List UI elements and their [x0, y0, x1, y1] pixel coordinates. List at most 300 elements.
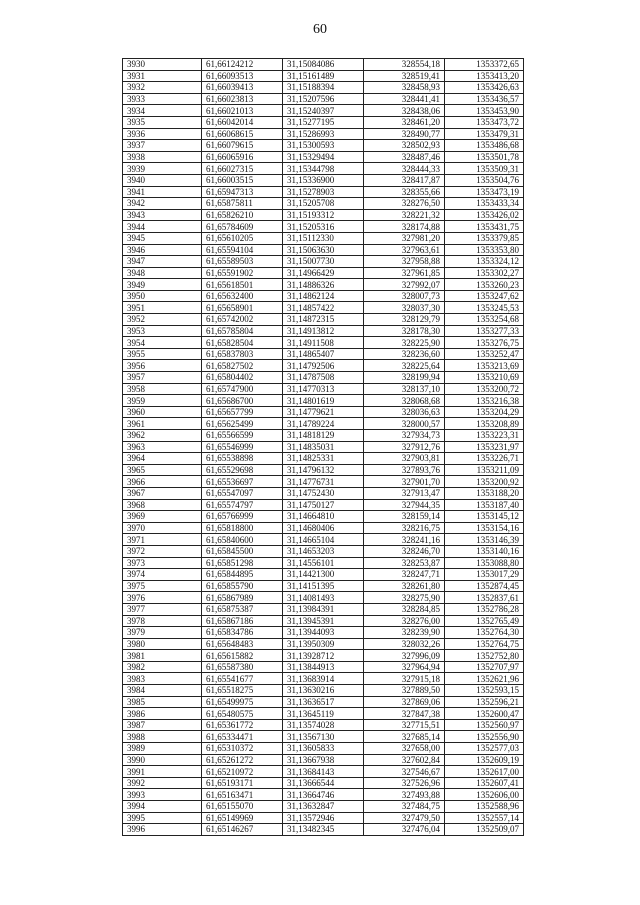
longitude-cell: 31,15278903	[283, 186, 364, 198]
latitude-cell: 61,65867186	[202, 615, 283, 627]
table-row	[123, 592, 524, 604]
longitude-cell: 31,13645119	[283, 708, 364, 720]
point-number-cell: 3968	[123, 499, 202, 511]
latitude-cell: 61,65632400	[202, 290, 283, 302]
y-coordinate-cell: 1353379,85	[445, 232, 524, 244]
point-number-cell: 3938	[123, 151, 202, 163]
longitude-cell: 31,15207596	[283, 93, 364, 105]
latitude-cell: 61,65193171	[202, 777, 283, 789]
latitude-cell: 61,65837803	[202, 348, 283, 360]
longitude-cell: 31,14770313	[283, 383, 364, 395]
x-coordinate-cell: 327912,76	[364, 441, 445, 453]
point-number-cell: 3939	[123, 163, 202, 175]
table-row	[123, 638, 524, 650]
x-coordinate-cell: 327944,35	[364, 499, 445, 511]
x-coordinate-cell: 327903,81	[364, 453, 445, 465]
table-row	[123, 267, 524, 279]
table-row	[123, 325, 524, 337]
table-row	[123, 360, 524, 372]
point-number-cell: 3984	[123, 685, 202, 697]
x-coordinate-cell: 327893,76	[364, 464, 445, 476]
y-coordinate-cell: 1352707,97	[445, 661, 524, 673]
latitude-cell: 61,65594104	[202, 244, 283, 256]
point-number-cell: 3966	[123, 476, 202, 488]
table-row	[123, 163, 524, 175]
longitude-cell: 31,14151395	[283, 580, 364, 592]
table-row	[123, 198, 524, 210]
x-coordinate-cell: 328490,77	[364, 128, 445, 140]
latitude-cell: 61,65947313	[202, 186, 283, 198]
longitude-cell: 31,14865407	[283, 348, 364, 360]
latitude-cell: 61,65875811	[202, 198, 283, 210]
x-coordinate-cell: 327901,70	[364, 476, 445, 488]
x-coordinate-cell: 328246,70	[364, 545, 445, 557]
longitude-cell: 31,13944093	[283, 627, 364, 639]
table-row	[123, 279, 524, 291]
longitude-cell: 31,15084086	[283, 59, 364, 71]
table-row	[123, 719, 524, 731]
y-coordinate-cell: 1353302,27	[445, 267, 524, 279]
x-coordinate-cell: 327869,06	[364, 696, 445, 708]
page-number: 60	[313, 22, 327, 37]
latitude-cell: 61,65855790	[202, 580, 283, 592]
point-number-cell: 3949	[123, 279, 202, 291]
y-coordinate-cell: 1352837,61	[445, 592, 524, 604]
latitude-cell: 61,65658901	[202, 302, 283, 314]
x-coordinate-cell: 327493,88	[364, 789, 445, 801]
point-number-cell: 3960	[123, 406, 202, 418]
point-number-cell: 3990	[123, 754, 202, 766]
longitude-cell: 31,13666544	[283, 777, 364, 789]
table-row	[123, 348, 524, 360]
latitude-cell: 61,66079615	[202, 140, 283, 152]
point-number-cell: 3934	[123, 105, 202, 117]
x-coordinate-cell: 327981,20	[364, 232, 445, 244]
y-coordinate-cell: 1353252,47	[445, 348, 524, 360]
point-number-cell: 3956	[123, 360, 202, 372]
x-coordinate-cell: 327964,94	[364, 661, 445, 673]
point-number-cell: 3965	[123, 464, 202, 476]
table-row	[123, 673, 524, 685]
latitude-cell: 61,65686700	[202, 395, 283, 407]
longitude-cell: 31,14556101	[283, 557, 364, 569]
x-coordinate-cell: 328355,66	[364, 186, 445, 198]
x-coordinate-cell: 328487,46	[364, 151, 445, 163]
y-coordinate-cell: 1352752,80	[445, 650, 524, 662]
y-coordinate-cell: 1353145,12	[445, 511, 524, 523]
x-coordinate-cell: 327961,85	[364, 267, 445, 279]
point-number-cell: 3971	[123, 534, 202, 546]
y-coordinate-cell: 1353501,78	[445, 151, 524, 163]
x-coordinate-cell: 327915,18	[364, 673, 445, 685]
y-coordinate-cell: 1352764,30	[445, 627, 524, 639]
x-coordinate-cell: 328225,64	[364, 360, 445, 372]
point-number-cell: 3975	[123, 580, 202, 592]
x-coordinate-cell: 328178,30	[364, 325, 445, 337]
table-row	[123, 186, 524, 198]
x-coordinate-cell: 328007,73	[364, 290, 445, 302]
table-row	[123, 70, 524, 82]
y-coordinate-cell: 1353188,20	[445, 487, 524, 499]
table-row	[123, 708, 524, 720]
y-coordinate-cell: 1353211,09	[445, 464, 524, 476]
latitude-cell: 61,65826210	[202, 209, 283, 221]
longitude-cell: 31,15286993	[283, 128, 364, 140]
y-coordinate-cell: 1353187,40	[445, 499, 524, 511]
coordinates-table-body	[123, 59, 524, 836]
x-coordinate-cell: 327476,04	[364, 824, 445, 836]
longitude-cell: 31,14862124	[283, 290, 364, 302]
x-coordinate-cell: 327602,84	[364, 754, 445, 766]
longitude-cell: 31,14653203	[283, 545, 364, 557]
y-coordinate-cell: 1353504,76	[445, 174, 524, 186]
latitude-cell: 61,65766999	[202, 511, 283, 523]
point-number-cell: 3996	[123, 824, 202, 836]
latitude-cell: 61,65867989	[202, 592, 283, 604]
point-number-cell: 3988	[123, 731, 202, 743]
point-number-cell: 3980	[123, 638, 202, 650]
longitude-cell: 31,13636517	[283, 696, 364, 708]
y-coordinate-cell: 1353213,69	[445, 360, 524, 372]
table-row	[123, 244, 524, 256]
latitude-cell: 61,65747900	[202, 383, 283, 395]
latitude-cell: 61,65785804	[202, 325, 283, 337]
latitude-cell: 61,65618501	[202, 279, 283, 291]
y-coordinate-cell: 1353479,31	[445, 128, 524, 140]
point-number-cell: 3985	[123, 696, 202, 708]
longitude-cell: 31,13683914	[283, 673, 364, 685]
x-coordinate-cell: 328417,87	[364, 174, 445, 186]
latitude-cell: 61,65875387	[202, 603, 283, 615]
table-row	[123, 801, 524, 813]
x-coordinate-cell: 327913,47	[364, 487, 445, 499]
y-coordinate-cell: 1353436,57	[445, 93, 524, 105]
y-coordinate-cell: 1352609,19	[445, 754, 524, 766]
x-coordinate-cell: 328239,90	[364, 627, 445, 639]
table-row	[123, 766, 524, 778]
latitude-cell: 61,65536697	[202, 476, 283, 488]
table-row	[123, 476, 524, 488]
longitude-cell: 31,14857422	[283, 302, 364, 314]
x-coordinate-cell: 327484,75	[364, 801, 445, 813]
table-row	[123, 685, 524, 697]
latitude-cell: 61,65844895	[202, 569, 283, 581]
y-coordinate-cell: 1353146,39	[445, 534, 524, 546]
longitude-cell: 31,14913812	[283, 325, 364, 337]
point-number-cell: 3947	[123, 256, 202, 268]
longitude-cell: 31,14752430	[283, 487, 364, 499]
x-coordinate-cell: 327715,51	[364, 719, 445, 731]
y-coordinate-cell: 1353226,71	[445, 453, 524, 465]
longitude-cell: 31,14680406	[283, 522, 364, 534]
latitude-cell: 61,66065916	[202, 151, 283, 163]
latitude-cell: 61,66039413	[202, 82, 283, 94]
y-coordinate-cell: 1353208,89	[445, 418, 524, 430]
y-coordinate-cell: 1352617,00	[445, 766, 524, 778]
latitude-cell: 61,66042014	[202, 116, 283, 128]
point-number-cell: 3961	[123, 418, 202, 430]
x-coordinate-cell: 328276,00	[364, 615, 445, 627]
table-row	[123, 290, 524, 302]
point-number-cell: 3987	[123, 719, 202, 731]
y-coordinate-cell: 1353413,20	[445, 70, 524, 82]
y-coordinate-cell: 1352764,75	[445, 638, 524, 650]
latitude-cell: 61,65210972	[202, 766, 283, 778]
latitude-cell: 61,66021013	[202, 105, 283, 117]
longitude-cell: 31,15007730	[283, 256, 364, 268]
y-coordinate-cell: 1353204,29	[445, 406, 524, 418]
x-coordinate-cell: 327526,96	[364, 777, 445, 789]
table-row	[123, 731, 524, 743]
point-number-cell: 3932	[123, 82, 202, 94]
latitude-cell: 61,65818800	[202, 522, 283, 534]
point-number-cell: 3958	[123, 383, 202, 395]
point-number-cell: 3978	[123, 615, 202, 627]
longitude-cell: 31,13984391	[283, 603, 364, 615]
latitude-cell: 61,65546999	[202, 441, 283, 453]
latitude-cell: 61,65261272	[202, 754, 283, 766]
y-coordinate-cell: 1353353,80	[445, 244, 524, 256]
table-row	[123, 511, 524, 523]
x-coordinate-cell: 328438,06	[364, 105, 445, 117]
x-coordinate-cell: 328275,90	[364, 592, 445, 604]
point-number-cell: 3941	[123, 186, 202, 198]
y-coordinate-cell: 1352606,00	[445, 789, 524, 801]
longitude-cell: 31,14776731	[283, 476, 364, 488]
point-number-cell: 3964	[123, 453, 202, 465]
point-number-cell: 3930	[123, 59, 202, 71]
y-coordinate-cell: 1352577,03	[445, 743, 524, 755]
x-coordinate-cell: 328458,93	[364, 82, 445, 94]
point-number-cell: 3982	[123, 661, 202, 673]
table-row	[123, 82, 524, 94]
y-coordinate-cell: 1353017,29	[445, 569, 524, 581]
latitude-cell: 61,65149969	[202, 812, 283, 824]
latitude-cell: 61,65840600	[202, 534, 283, 546]
x-coordinate-cell: 328000,57	[364, 418, 445, 430]
latitude-cell: 61,65155070	[202, 801, 283, 813]
table-row	[123, 441, 524, 453]
point-number-cell: 3986	[123, 708, 202, 720]
longitude-cell: 31,14789224	[283, 418, 364, 430]
longitude-cell: 31,13945391	[283, 615, 364, 627]
table-row	[123, 557, 524, 569]
y-coordinate-cell: 1353431,75	[445, 221, 524, 233]
latitude-cell: 61,65310372	[202, 743, 283, 755]
longitude-cell: 31,15336900	[283, 174, 364, 186]
x-coordinate-cell: 327996,09	[364, 650, 445, 662]
longitude-cell: 31,13950309	[283, 638, 364, 650]
longitude-cell: 31,14779621	[283, 406, 364, 418]
longitude-cell: 31,13574028	[283, 719, 364, 731]
table-row	[123, 151, 524, 163]
x-coordinate-cell: 328502,93	[364, 140, 445, 152]
y-coordinate-cell: 1352588,96	[445, 801, 524, 813]
table-row	[123, 812, 524, 824]
table-row	[123, 522, 524, 534]
table-row	[123, 337, 524, 349]
y-coordinate-cell: 1353372,65	[445, 59, 524, 71]
y-coordinate-cell: 1352596,21	[445, 696, 524, 708]
table-row	[123, 302, 524, 314]
point-number-cell: 3952	[123, 314, 202, 326]
latitude-cell: 61,65615882	[202, 650, 283, 662]
x-coordinate-cell: 328236,60	[364, 348, 445, 360]
x-coordinate-cell: 328241,16	[364, 534, 445, 546]
x-coordinate-cell: 328444,33	[364, 163, 445, 175]
longitude-cell: 31,14750127	[283, 499, 364, 511]
point-number-cell: 3974	[123, 569, 202, 581]
latitude-cell: 61,65804402	[202, 372, 283, 384]
point-number-cell: 3950	[123, 290, 202, 302]
point-number-cell: 3972	[123, 545, 202, 557]
longitude-cell: 31,14886326	[283, 279, 364, 291]
x-coordinate-cell: 327934,73	[364, 430, 445, 442]
latitude-cell: 61,65541677	[202, 673, 283, 685]
longitude-cell: 31,13667938	[283, 754, 364, 766]
latitude-cell: 61,65625499	[202, 418, 283, 430]
point-number-cell: 3951	[123, 302, 202, 314]
table-row	[123, 116, 524, 128]
y-coordinate-cell: 1353223,31	[445, 430, 524, 442]
point-number-cell: 3992	[123, 777, 202, 789]
y-coordinate-cell: 1353245,53	[445, 302, 524, 314]
x-coordinate-cell: 328068,68	[364, 395, 445, 407]
y-coordinate-cell: 1353247,62	[445, 290, 524, 302]
latitude-cell: 61,65163471	[202, 789, 283, 801]
latitude-cell: 61,65547097	[202, 487, 283, 499]
point-number-cell: 3940	[123, 174, 202, 186]
point-number-cell: 3983	[123, 673, 202, 685]
longitude-cell: 31,14787508	[283, 372, 364, 384]
point-number-cell: 3989	[123, 743, 202, 755]
y-coordinate-cell: 1353200,72	[445, 383, 524, 395]
latitude-cell: 61,65566599	[202, 430, 283, 442]
y-coordinate-cell: 1352607,41	[445, 777, 524, 789]
y-coordinate-cell: 1353486,68	[445, 140, 524, 152]
table-row	[123, 232, 524, 244]
latitude-cell: 61,65784609	[202, 221, 283, 233]
table-row	[123, 128, 524, 140]
latitude-cell: 61,65538898	[202, 453, 283, 465]
longitude-cell: 31,15240397	[283, 105, 364, 117]
latitude-cell: 61,66124212	[202, 59, 283, 71]
longitude-cell: 31,14911508	[283, 337, 364, 349]
y-coordinate-cell: 1353473,19	[445, 186, 524, 198]
longitude-cell: 31,15112330	[283, 232, 364, 244]
longitude-cell: 31,14966429	[283, 267, 364, 279]
table-row	[123, 372, 524, 384]
longitude-cell: 31,15193312	[283, 209, 364, 221]
latitude-cell: 61,66093513	[202, 70, 283, 82]
longitude-cell: 31,15277195	[283, 116, 364, 128]
table-row	[123, 603, 524, 615]
longitude-cell: 31,15188394	[283, 82, 364, 94]
y-coordinate-cell: 1352509,07	[445, 824, 524, 836]
longitude-cell: 31,13630216	[283, 685, 364, 697]
table-row	[123, 789, 524, 801]
y-coordinate-cell: 1352557,14	[445, 812, 524, 824]
latitude-cell: 61,65529698	[202, 464, 283, 476]
y-coordinate-cell: 1353088,80	[445, 557, 524, 569]
point-number-cell: 3957	[123, 372, 202, 384]
latitude-cell: 61,65610205	[202, 232, 283, 244]
latitude-cell: 61,65742002	[202, 314, 283, 326]
point-number-cell: 3933	[123, 93, 202, 105]
latitude-cell: 61,65574797	[202, 499, 283, 511]
y-coordinate-cell: 1353426,02	[445, 209, 524, 221]
table-row	[123, 256, 524, 268]
longitude-cell: 31,13844913	[283, 661, 364, 673]
point-number-cell: 3935	[123, 116, 202, 128]
x-coordinate-cell: 328216,75	[364, 522, 445, 534]
x-coordinate-cell: 327992,07	[364, 279, 445, 291]
latitude-cell: 61,65334471	[202, 731, 283, 743]
table-row	[123, 777, 524, 789]
table-row	[123, 209, 524, 221]
point-number-cell: 3942	[123, 198, 202, 210]
x-coordinate-cell: 328253,87	[364, 557, 445, 569]
table-row	[123, 464, 524, 476]
latitude-cell: 61,65828504	[202, 337, 283, 349]
y-coordinate-cell: 1353210,69	[445, 372, 524, 384]
table-row	[123, 453, 524, 465]
x-coordinate-cell: 328129,79	[364, 314, 445, 326]
x-coordinate-cell: 327847,38	[364, 708, 445, 720]
y-coordinate-cell: 1353154,16	[445, 522, 524, 534]
point-number-cell: 3936	[123, 128, 202, 140]
x-coordinate-cell: 328199,94	[364, 372, 445, 384]
table-row	[123, 499, 524, 511]
table-row	[123, 221, 524, 233]
point-number-cell: 3967	[123, 487, 202, 499]
y-coordinate-cell: 1352556,90	[445, 731, 524, 743]
longitude-cell: 31,15329494	[283, 151, 364, 163]
point-number-cell: 3993	[123, 789, 202, 801]
latitude-cell: 61,65827502	[202, 360, 283, 372]
table-row	[123, 661, 524, 673]
x-coordinate-cell: 328225,90	[364, 337, 445, 349]
point-number-cell: 3970	[123, 522, 202, 534]
table-row	[123, 580, 524, 592]
x-coordinate-cell: 328284,85	[364, 603, 445, 615]
latitude-cell: 61,66003515	[202, 174, 283, 186]
y-coordinate-cell: 1353276,75	[445, 337, 524, 349]
longitude-cell: 31,13928712	[283, 650, 364, 662]
longitude-cell: 31,14421300	[283, 569, 364, 581]
longitude-cell: 31,15300593	[283, 140, 364, 152]
y-coordinate-cell: 1352874,45	[445, 580, 524, 592]
longitude-cell: 31,14664810	[283, 511, 364, 523]
table-row	[123, 545, 524, 557]
x-coordinate-cell: 328554,18	[364, 59, 445, 71]
latitude-cell: 61,65648483	[202, 638, 283, 650]
table-row	[123, 487, 524, 499]
x-coordinate-cell: 328519,41	[364, 70, 445, 82]
point-number-cell: 3955	[123, 348, 202, 360]
point-number-cell: 3954	[123, 337, 202, 349]
x-coordinate-cell: 327963,61	[364, 244, 445, 256]
longitude-cell: 31,15205316	[283, 221, 364, 233]
y-coordinate-cell: 1353277,33	[445, 325, 524, 337]
y-coordinate-cell: 1353509,31	[445, 163, 524, 175]
point-number-cell: 3946	[123, 244, 202, 256]
y-coordinate-cell: 1353254,68	[445, 314, 524, 326]
longitude-cell: 31,13664746	[283, 789, 364, 801]
x-coordinate-cell: 327958,88	[364, 256, 445, 268]
y-coordinate-cell: 1352593,15	[445, 685, 524, 697]
longitude-cell: 31,13684143	[283, 766, 364, 778]
